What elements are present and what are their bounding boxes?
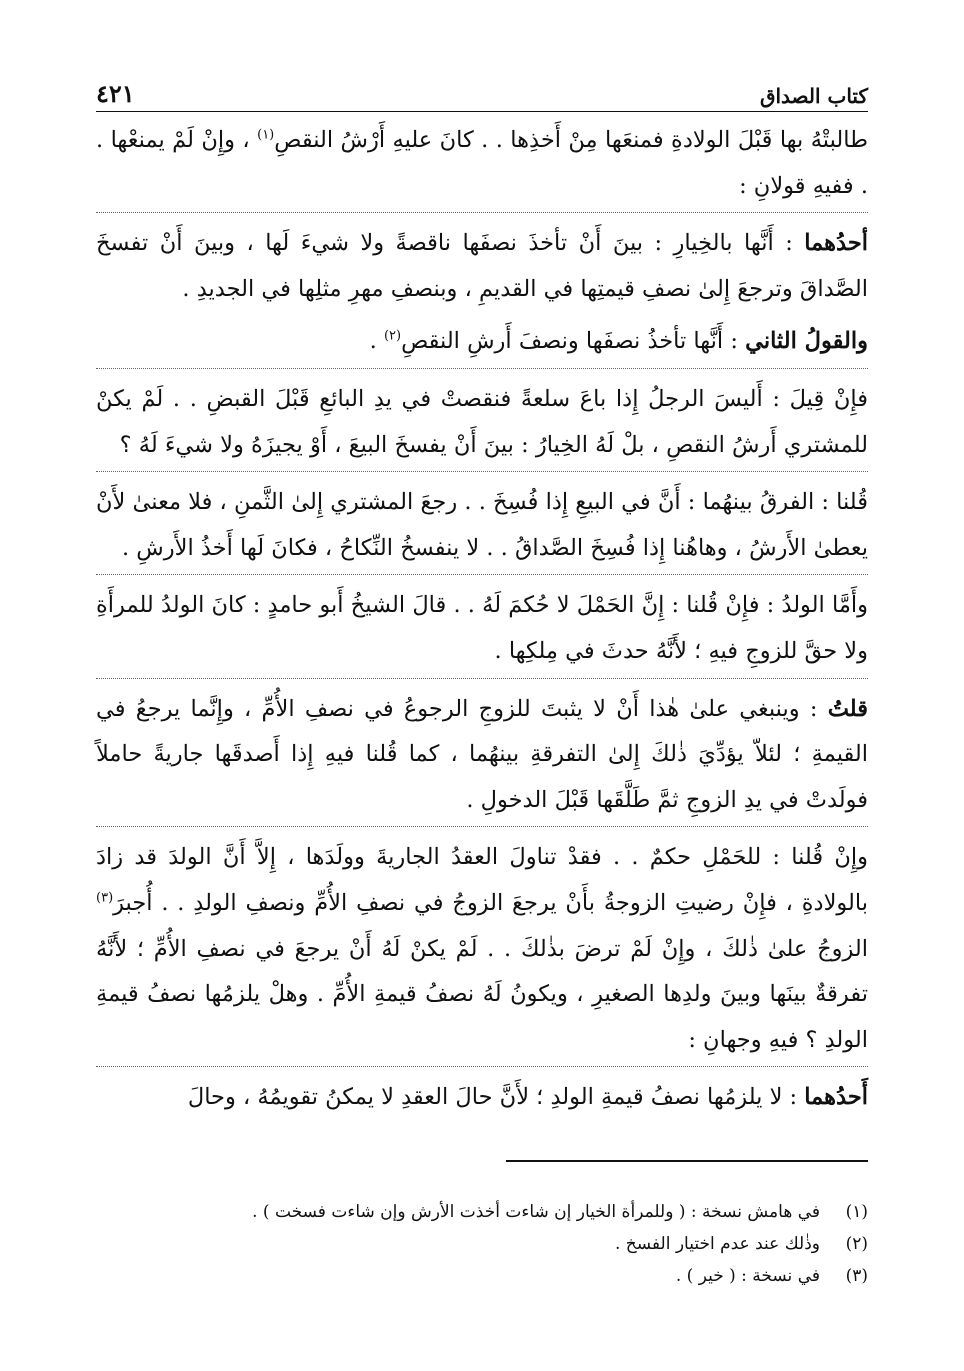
page-header: [96, 74, 868, 108]
paragraph-lead: أَحدُهما: [804, 1084, 868, 1111]
paragraph: [96, 835, 868, 1067]
paragraph: [96, 687, 868, 828]
main-text: [96, 118, 868, 1128]
paragraph-text: وأَمَّا الولدُ : فإِنْ قُلنا : إِنَّ الحَمْلَ لا حُكمَ لَهُ . . قالَ الشيخُ أَبو حامدٍ : كانَ الولدُ للمرأَةِ ولا حقَّ للزوجِ فيهِ ؛ لأَنَّهُ حدثَ في مِلكِها .: [96, 592, 868, 664]
paragraph-text: : وينبغي علىٰ هٰذا أَنْ لا يثبتَ للزوجِ الرجوعُ في نصفِ الأُمِّ ، وإِنَّما يرجعُ في القيمةِ ؛ لئلاّ يؤدِّيَ ذٰلكَ إِلىٰ التفرقةِ بينهُما ، كما قُلنا فيهِ إِذا أَصدقَها جاريةً حاملاً فولَدتْ في يدِ الزوجِ ثمَّ طَلَّقَها قَبْلَ الدخولِ .: [96, 695, 868, 813]
footnote-number: (١): [845, 1202, 868, 1222]
footnote-reference: (٢): [383, 328, 402, 344]
footnote-number: (٣): [845, 1266, 868, 1286]
footnote-reference: (٣): [96, 890, 114, 906]
paragraph-text: قُلنا : الفرقُ بينهُما : أَنَّ في البيعِ إِذا فُسِخَ . . رجعَ المشتري إِلىٰ الثَّمنِ ، فلا معنىٰ لأَنْ يعطىٰ الأَرشُ ، وهاهُنا إِذا فُسِخَ الصَّداقُ . . لا ينفسخُ النِّكاحُ ، فكانَ لَها أَخذُ الأَرشِ .: [96, 489, 868, 561]
page-number: ٤٢١: [96, 79, 135, 108]
footnote-reference: (١): [257, 127, 275, 143]
paragraph: [96, 377, 868, 472]
paragraph-text-continued: .: [369, 328, 384, 355]
footnote-text: في هامش نسخة : ( وللمرأة الخيار إن شاءت أخذت الأرش وإن شاءت فسخت ) .: [252, 1202, 820, 1222]
paragraph-text: : لا يلزمُها نصفُ قيمةِ الولدِ ؛ لأَنَّ حالَ العقدِ لا يمكنُ تقويمُهُ ، وحالَ: [187, 1084, 805, 1111]
paragraph: [96, 221, 868, 312]
paragraph-text: : أَنَّها بالخِيارِ : بينَ أَنْ تأخذَ نصفَها ناقصةً ولا شيءَ لَها ، وبينَ أَنْ تفسخَ الصَّداقَ وترجعَ إِلىٰ نصفِ قيمتِها في القديمِ ، وبنصفِ مهرِ مثلِها في الجديدِ .: [96, 230, 868, 302]
paragraph: [96, 118, 868, 213]
paragraph-text-continued: الزوجُ علىٰ ذٰلكَ ، وإِنْ لَمْ ترضَ بذٰلكَ . . لَمْ يكنْ لَهُ أَنْ يرجعَ في نصفِ الأُمِّ ؛ لأَنَّهُ تفرقةٌ بينَها وبينَ ولدِها الصغيرِ ، ويكونُ لَهُ نصفُ قيمةِ الأُمِّ . وهلْ يلزمُها نصفُ قيمةِ الولدِ ؟ فيهِ وجهانِ :: [96, 935, 868, 1053]
paragraph-lead: والقولُ الثاني: [745, 328, 868, 355]
paragraph-text: : أَنَّها تأخذُ نصفَها ونصفَ أَرشِ النقصِ: [401, 328, 746, 355]
paragraph-text: طالبتْهُ بها قَبْلَ الولادةِ فمنعَها مِنْ أَخذِها . . كانَ عليهِ أَرْشُ النقصِ: [274, 127, 868, 153]
header-rule: [96, 111, 868, 112]
footnote-text: في نسخة : ( خير ) .: [675, 1266, 820, 1286]
paragraph: [96, 1075, 868, 1121]
paragraph-lead: أحدُهما: [804, 230, 868, 257]
footnote: [96, 1260, 868, 1292]
footnote: [96, 1228, 868, 1260]
paragraph-lead: قلتُ: [827, 695, 868, 722]
footnote-rule: [506, 1160, 868, 1162]
footnote-text: وذٰلك عند عدم اختيار الفسخ .: [614, 1234, 820, 1254]
paragraph-text: وإِنْ قُلنا : للحَمْلِ حكمٌ . . فقدْ تناولَ العقدُ الجاريةَ وولَدَها ، إِلاَّ أَنَّ الولدَ قد زادَ بالولادةِ ، فإِنْ رضيتِ الزوجةُ بأَنْ يرجعَ الزوجُ في نصفِ الأُمِّ ونصفِ الولدِ . . أُجبرَ: [96, 844, 868, 916]
paragraph-text-continued: ، وإِنْ لَمْ يمنعْها . . ففيهِ قولانِ :: [96, 127, 868, 199]
footnote: [96, 1196, 868, 1228]
paragraph-text: فإِنْ قِيلَ : أَليسَ الرجلُ إِذا باعَ سلعةً فنقصتْ في يدِ البائعِ قَبْلَ القبضِ . . لَمْ يكنْ للمشتري أَرشُ النقصِ ، بلْ لَهُ الخِيارُ : بينَ أَنْ يفسخَ البيعَ ، أَوْ يجيزَهُ ولا شيءَ لَهُ ؟: [96, 385, 868, 458]
paragraph: [96, 583, 868, 678]
running-head: كتاب الصداق: [759, 84, 868, 108]
footnotes: [96, 1196, 868, 1292]
paragraph: [96, 480, 868, 575]
footnote-number: (٢): [845, 1234, 868, 1254]
paragraph: [96, 319, 868, 369]
